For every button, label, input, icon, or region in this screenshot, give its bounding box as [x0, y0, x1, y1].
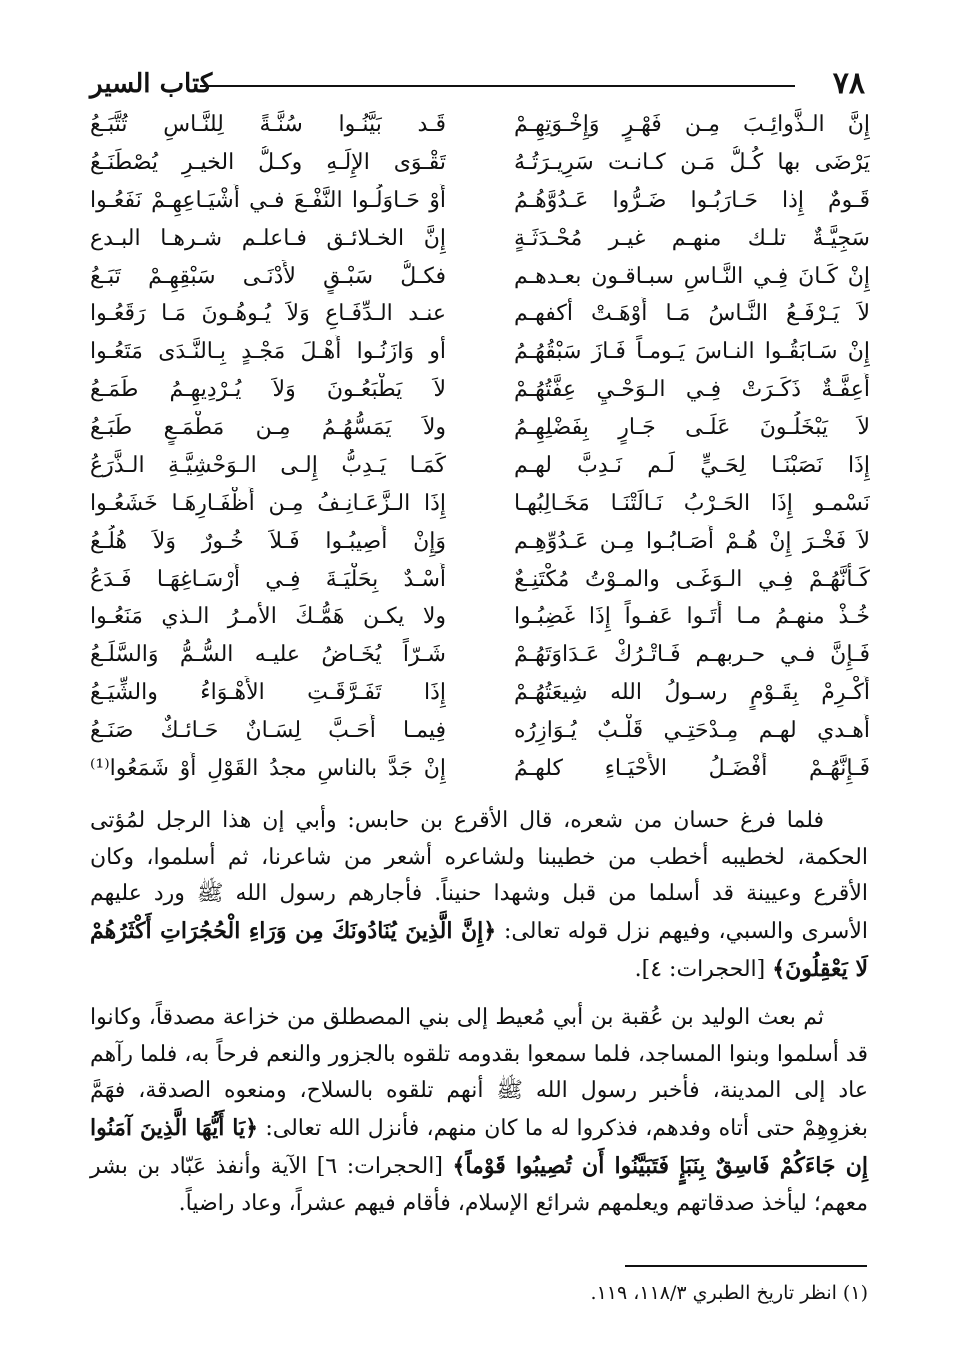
- hemistich-second: عنـد الـدِّفَـاعِ وَلاَ يُـوهُـونَ مَـا رَقَعُـوا: [90, 301, 446, 327]
- footnote: (١) انظر تاريخ الطبري ١١٨/٣، ١١٩.: [590, 1282, 868, 1304]
- header-rule: [200, 85, 795, 87]
- quran-quote: ﴿يَا أَيُّهَا الَّذِينَ آمَنُوا إِن جَاءَكُمْ فَاسِقٌ بِنَبَإٍ فَتَبَيَّنُوا أَن تُصِيبُوا قَوْماً﴾: [90, 1115, 868, 1179]
- hemistich-first: قَـومٌ إِذا حَـارَبُـوا ضَـرُّوا عَـدُوَّهُـمُ: [514, 187, 870, 213]
- hemistich-second: إِذَا الـزَّعَـانِـفُ مِـن أَظْفَـارِهَـا خَشَعُـوا: [90, 490, 446, 516]
- paragraph-text: [الحجرات: ٦] الآية وأنفذ عَبّاد بن بشر معهم؛ ليأخذ صدقاتهم ويعلمهم شرائع الإسلام، فأقام فيهم عشراً، وعاد راضياً.: [90, 1153, 868, 1216]
- hemistich-second: إِذَا تَفَـرَّقَـتِ الأَهْـوَاءُ والشِّيَـعُ: [90, 680, 446, 706]
- hemistich-first: إِذَا نَصَبْنَـا لِحَـيٍّ لَـم نَـدِبَّ لهـم: [514, 452, 870, 478]
- paragraph-text: ثم بعث الوليد بن عُقبة بن أبي مُعيط إلى بني المصطلق من خزاعة مصدقاً، وكانوا قد أسلموا وبنوا المساجد، فلما سمعوا بقدومه تلقوه بالجزور والنعم فرحاً به، فلما رآهم عاد إلى المدينة، فأخبر رسول الله ﷺ أنهم تلقوه بالسلاح، ومنعوه الصدقة، فهَمَّ بغزوِهِمْ حتى أتاه وفدهم، فذكروا له ما كان منهم، فأنزل الله تعالى:: [90, 1005, 868, 1142]
- hemistich-second: لاَ يَطْبَعُـونَ وَلاَ يُـرْدِيهِـمُ طَمَـعُ: [90, 377, 446, 403]
- verse-line: [90, 676, 870, 710]
- verse-line: [90, 108, 870, 142]
- hemistich-first: لاَ يَـرْفَـعُ النَّـاسُ مَـا أَوْهَـتْ أكفهـم: [514, 301, 870, 327]
- verse-line: [90, 184, 870, 218]
- verse-line: [90, 411, 870, 445]
- verse-line: [90, 525, 870, 559]
- verse-line: [90, 260, 870, 294]
- paragraph-text: فلما فرغ حسان من شعره، قال الأقرع بن حابس: وأبي إن هذا الرجل لمُؤتى الحكمة، لخطيبه أخطب من خطيبنا ولشاعره أشعر من شاعرنا، ثم أسلموا، وكان الأقرع وعيينة قد أسلما من قبل وشهدا حنيناً. فأجارهم رسول الله ﷺ ورد عليهم الأسرى والسبي، وفيهم نزل قوله تعالى:: [90, 808, 869, 945]
- hemistich-second: فكـلُّ سَبْـقٍ لأَدْنَـى سَبْقِهِـمْ تَبَـعُ: [90, 263, 446, 289]
- hemistich-first: فَـإِنَّ فـي حـربهـم فَـاتْـرُكْ عَـدَاوَتَهُـمْ: [514, 642, 870, 668]
- running-title: كتاب السير: [90, 69, 213, 99]
- verse-line: [90, 373, 870, 407]
- verse-line: [90, 714, 870, 748]
- hemistich-second: قَـد بَيَّنُـوا سُنَّـةً لِلنَّـاسِ تُتَّبَـعُ: [90, 112, 446, 137]
- quran-reference: [الحجرات: ٤].: [634, 956, 766, 982]
- hemistich-second: أَوْ حَـاوَلُـوا النَّفْـعَ فـي أَشْيَـاعِهِـمْ نَفَعُـوا: [90, 187, 446, 213]
- page-header: [90, 66, 865, 102]
- hemistich-second: شَـرّاً يُخَـاضُ عليـه السُّـمُّ وَالسَّلَـعُ: [90, 642, 446, 668]
- hemistich-first: كَـأَنَّهُـمْ فِـي الـوَغَـى والمـوْتُ مُكْتَنِـعٌ: [514, 566, 870, 592]
- hemistich-second: كَمَـا يَـدِبُّ إِلـى الـوَحْشِيَّـةِ الـذَّرَعُ: [90, 452, 446, 478]
- hemistich-first: إِنْ سَـابَقُـوا النـاسَ يَـومـاً فَـازَ سَبْقُهُـمُ: [514, 339, 870, 365]
- hemistich-first: نَسْمـو إِذَا الحَـرْبُ نَـالَتْنَـا مَخَـالِبُهـا: [514, 490, 870, 516]
- page-number: ٧٨: [832, 66, 865, 101]
- hemistich-first: أَهـدي لهـم مِـدْحَتِـي قَلْـبٌ يُـوَازِرُه: [514, 718, 870, 743]
- hemistich-first: أَعِفَّـةٌ ذَكَـرَتْ فِـي الـوَحْـيِ عِفَّتُهُـمْ: [514, 377, 870, 403]
- verse-line: [90, 638, 870, 672]
- quran-quote: ﴿إِنَّ الَّذِينَ يُنَادُونَكَ مِن وَرَاءِ الْحُجُرَاتِ أَكْثَرُهُمْ لَا يَعْقِلُونَ﴾: [90, 918, 868, 982]
- verse-line: [90, 222, 870, 256]
- verse-line: [90, 297, 870, 331]
- paragraph-aqra: [90, 803, 868, 989]
- verse-line: [90, 335, 870, 369]
- hemistich-second: أُسْـدٌ بِحَلْيَـةَ فِـي أَرْسَـاغِهَـا فَـدَعُ: [90, 566, 446, 592]
- paragraph-walid: [90, 1000, 868, 1222]
- verse-line: [90, 563, 870, 597]
- hemistich-second: ولاَ يَمَسُّهُـمُ مِـن مَطْمَـعٍ طَبَـعُ: [90, 415, 446, 440]
- poem: [90, 108, 870, 786]
- verse-line: [90, 752, 870, 786]
- hemistich-second: ولا يكـن هَمُّـكَ الأمـرُ الـذي مَنَعُـوا: [90, 604, 446, 630]
- hemistich-second: إِنَّ الخـلائـق فـاعلـم شـرهـا البـدع: [90, 225, 446, 251]
- verse-line: [90, 600, 870, 634]
- verse-line: [90, 449, 870, 483]
- hemistich-first: سَجِيَّـةٌ تلـك منهـم غيـر مُحْـدَثَـةٍ: [514, 225, 870, 251]
- hemistich-first: يَرْضَى بها كُـلُّ مَـن كـانـت سَرِيـرَتُـهُ: [514, 149, 870, 175]
- hemistich-second: أو وَازَنُـوا أَهْـلَ مَجْـدٍ بِـالنَّـدَى مَتَعُـوا: [90, 339, 446, 365]
- hemistich-second: فِيمـا أَحَـبَّ لِسَـانٌ حَـائـكٌ صَنَـعُ: [90, 718, 446, 743]
- hemistich-second: وَإِنْ أُصِيبُـوا فَـلاَ خُـورٌ وَلاَ هُلُـعُ: [90, 528, 446, 554]
- verse-line: [90, 487, 870, 521]
- verse-line: [90, 146, 870, 180]
- hemistich-first: إِنَّ الـذَّوائِـبَ مِـن فَهْـرٍ وَإِخْـوَتِهِـمْ: [514, 112, 870, 137]
- hemistich-second: إِنْ جَدَّ بالناسِ مجدُ القَوْلِ أَوْ شَمَعُوا⁽¹⁾: [90, 755, 446, 781]
- hemistich-first: إِنْ كَـانَ فِـي النَّـاسِ سبـاقـون بعـدهـم: [514, 263, 870, 289]
- hemistich-second: تَقْـوَى الإِلَـهِ وكـلُّ الخيـرِ يُصْطَنَـعُ: [90, 149, 446, 175]
- hemistich-first: لاَ فَخْـرَ إِنْ هُـمْ أَصَـابُـوا مِـن عَـدُوِّهِـم: [514, 528, 870, 554]
- footnote-rule: [625, 1265, 867, 1267]
- hemistich-first: فَـإِنَّهُـمْ أَفْضَـلُ الأَحْيَـاءِ كلهـمُ: [514, 755, 870, 781]
- hemistich-first: خُـذْ منهـمُ مـا أَتَـوا عَفـواً إِذَا غَضِبُـوا: [514, 604, 870, 630]
- hemistich-first: أَكْـرِمْ بِقَـوْمٍ رسـولُ الله شِيعَتُهُـمْ: [514, 680, 870, 706]
- hemistich-first: لاَ يَبْخَلُـونَ عَلَـى جَـارٍ بِفَضْلِهِـمُ: [514, 415, 870, 440]
